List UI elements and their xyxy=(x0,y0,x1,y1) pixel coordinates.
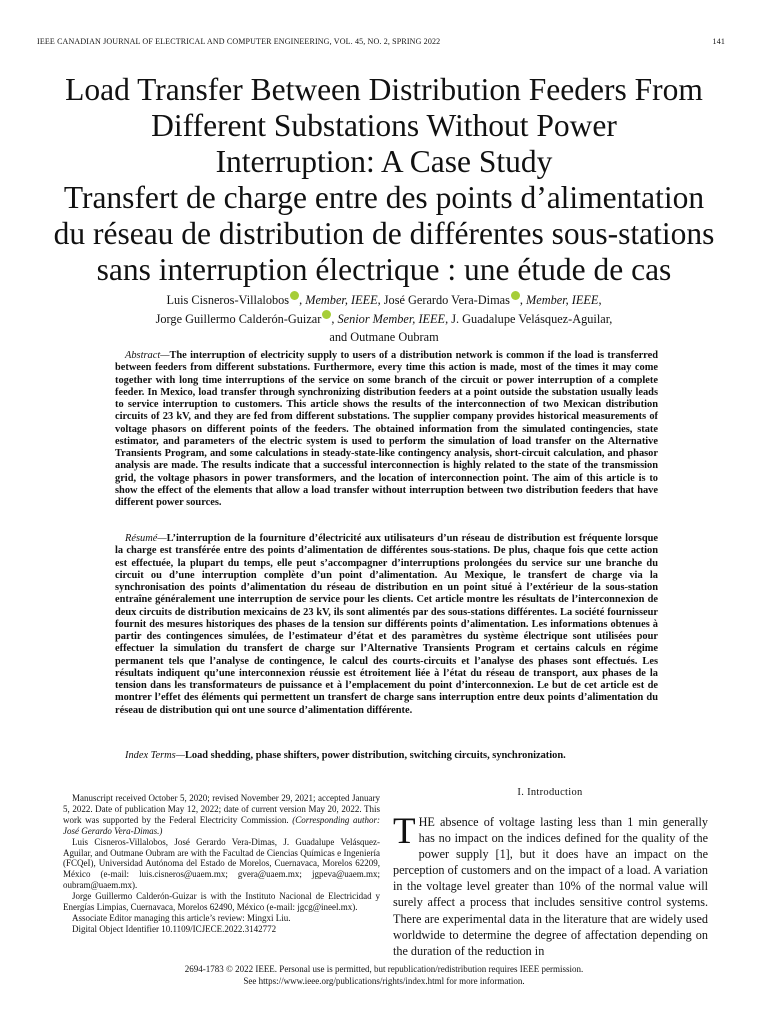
footnote-affiliation: Luis Cisneros-Villalobos, José Gerardo Vera-Dimas, J. Guadalupe Velásquez-Aguilar, and Outmane Oubram are with the Facultad de Ciencias Químicas e Ingeniería (FCQeI), Universidad Autónoma del Estado de Morelos, Cuernavaca, Morelos 62209, México (e-mail: luis.cisneros@uaem.mx; gvera@uaem.mx; jgpeva@uaem.mx; oubram@uaem.mx). xyxy=(63,836,380,891)
author-name: José Gerardo Vera-Dimas xyxy=(383,293,510,307)
title-line: Transfert de charge entre des points d’alimentation xyxy=(63,180,705,215)
author-role: Member, IEEE xyxy=(526,293,599,307)
abstract-label: Abstract xyxy=(125,350,161,361)
journal-name: IEEE CANADIAN JOURNAL OF ELECTRICAL AND COMPUTER ENGINEERING, VOL. 45, NO. 2, SPRING 2022 xyxy=(37,37,441,46)
footnote-editor: Associate Editor managing this article’s review: Mingxi Liu. xyxy=(72,912,291,923)
em-dash: — xyxy=(160,350,170,361)
introduction-body xyxy=(393,811,708,959)
footnotes xyxy=(63,793,380,935)
author-name: Luis Cisneros-Villalobos xyxy=(166,293,290,307)
resume-label: Résumé xyxy=(125,533,158,544)
author-name: J. Guadalupe Velásquez-Aguilar, xyxy=(451,311,613,326)
orcid-icon[interactable] xyxy=(322,310,331,319)
copyright-line: See https://www.ieee.org/publications/rights/index.html for more information. xyxy=(243,975,525,986)
footnote-doi: Digital Object Identifier 10.1109/ICJECE.2022.3142772 xyxy=(72,923,277,934)
orcid-icon[interactable] xyxy=(290,291,299,300)
author-name: Jorge Guillermo Calderón-Guizar xyxy=(155,311,322,326)
index-terms-text: Load shedding, phase shifters, power distribution, switching circuits, synchronization. xyxy=(184,750,566,761)
abstract-text: The interruption of electricity supply to users of a distribution network is common if the load is transferred between feeders from different substations. Furthermore, every time this action is made, most of the times it may come together with long time interruptions of the service on some branch of the circuit or power interruption of a complete feeder. In Mexico, load transfer through synchronizing distribution feeders at a point outside the substation usually leads to service interruption to customers. This article shows the results of the interconnection of two Mexican distribution circuits of 23 kV, and they are fed from different substations. The supplier company provides historical measurements of voltage phasors on different points of the feeders. The obtained information from the simulated contingencies, state estimator, and parameters of the electric system is used to perform the simulation of load transfer on the Alternative Transients Program, and some calculations in steady-state-like contingency analysis, short-circuit calculation, and phasor analysis are made. The results indicate that a successful interconnection is highly related to the state of the transmission grid, the voltage phasors in power transformers, and the location of interconnection point. The aim of this article is to show the effect of the elements that allow a load transfer without interruption between two distribution feeders that have different power sources. xyxy=(115,350,658,508)
footnote-received xyxy=(63,793,380,837)
copyright-line: 2694-1783 © 2022 IEEE. Personal use is permitted, but republication/redistribution requires IEEE permission. xyxy=(184,964,584,974)
resume xyxy=(115,533,658,717)
paper-title xyxy=(0,72,768,288)
intro-text: absence of voltage lasting less than 1 min generally has no impact on the indices defined for the quality of the power supply [1], but it does have an impact on the perception of customers and on the impact of a load. A variation in the voltage level greater than 10% of the normal value will surely affect a process that includes sensitive control systems. There are experimental data in the literature that are widely used worldwide to determine the degree of affectation depending on the duration of the reduction in xyxy=(393,815,708,958)
intro-lead: HE xyxy=(418,815,435,829)
abstract xyxy=(115,350,658,509)
page-number: 141 xyxy=(712,37,725,46)
section-heading: I. Introduction xyxy=(517,787,583,798)
copyright-notice xyxy=(60,964,708,987)
author-role: Member, IEEE xyxy=(305,293,378,307)
drop-cap: T xyxy=(393,811,416,852)
title-line: du réseau de distribution de différentes sous-stations xyxy=(53,216,715,251)
em-dash: — xyxy=(157,533,167,544)
title-line: sans interruption électrique : une étude de cas xyxy=(96,252,672,287)
em-dash: — xyxy=(175,750,185,761)
author-name: and Outmane Oubram xyxy=(329,330,439,344)
orcid-icon[interactable] xyxy=(511,291,520,300)
footnote-affiliation: Jorge Guillermo Calderón-Guizar is with the Instituto Nacional de Electricidad y Energías Limpias, Cuernavaca, Morelos 62490, México (e-mail: jgcg@ineel.mx). xyxy=(63,891,380,913)
running-head xyxy=(37,37,725,46)
author-list: Luis Cisneros-Villalobos , Member, IEEE, José Gerardo Vera-Dimas , Member, IEEE, Jorge Guillermo Calderón-Guizar , Senior Member, IEEE, J. Guadalupe Velásquez-Aguilar, and Outmane Oubram xyxy=(155,293,613,344)
title-line: Load Transfer Between Distribution Feeders From xyxy=(65,72,703,107)
corresponding-author: (Corresponding author: José Gerardo Vera-Dimas.) xyxy=(63,814,380,836)
received-text: Manuscript received October 5, 2020; revised November 29, 2021; accepted January 5, 2022. Date of publication May 12, 2022; date of current version May 20, 2022. This work was supported by the Federal Electricity Commission. xyxy=(63,793,380,825)
author-role: Senior Member, IEEE xyxy=(337,311,446,326)
index-terms xyxy=(115,750,658,762)
index-terms-label: Index Terms xyxy=(125,750,176,761)
title-line: Different Substations Without Power xyxy=(151,108,617,143)
title-line: Interruption: A Case Study xyxy=(215,144,553,179)
resume-text: L’interruption de la fourniture d’électricité aux utilisateurs d’un réseau de distribution est fréquente lorsque la charge est transférée entre des points d’alimentation de différentes sous-stations. De plus, chaque fois que cette action est effectuée, la plupart du temps, elle peut s’accompagner d’interruptions prolongées du service sur une branche du circuit ou d’une interruption complète d’un point d’alimentation. Au Mexique, le transfert de charge via la synchronisation des points d’alimentation du réseau de distribution en un point situé à l’extérieur de la sous-station entraîne généralement une interruption de service pour les clients. Cet article montre les résultats de l’interconnexion de deux circuits de distribution mexicains de 23 kV, ils sont alimentés par des sous-stations différentes. La société fournisseur fournit des mesures historiques des phases de la tension sur différents points d’alimentation. Les informations obtenues à partir des contingences simulées, de l’estimateur d’état et des paramètres du système électrique sont utilisées pour effectuer la simulation du transfert de charge sur l’Alternative Transients Program et certains calculs en régime permanent tels que l’analyse de contingence, le calcul des courts-circuits et l’analyse des phases sont effectués. Les résultats indiquent qu’une interconnexion réussie est étroitement liée à l’état du réseau de transport, aux phases de la tension dans les transformateurs de puissance et à l’emplacement du point d’interconnexion. Le but de cet article est de montrer l’effet des éléments qui permettent un transfert de charge sans interruption entre deux points d’alimentation du réseau de distribution qui ont une source d’alimentation différente. xyxy=(115,533,658,716)
